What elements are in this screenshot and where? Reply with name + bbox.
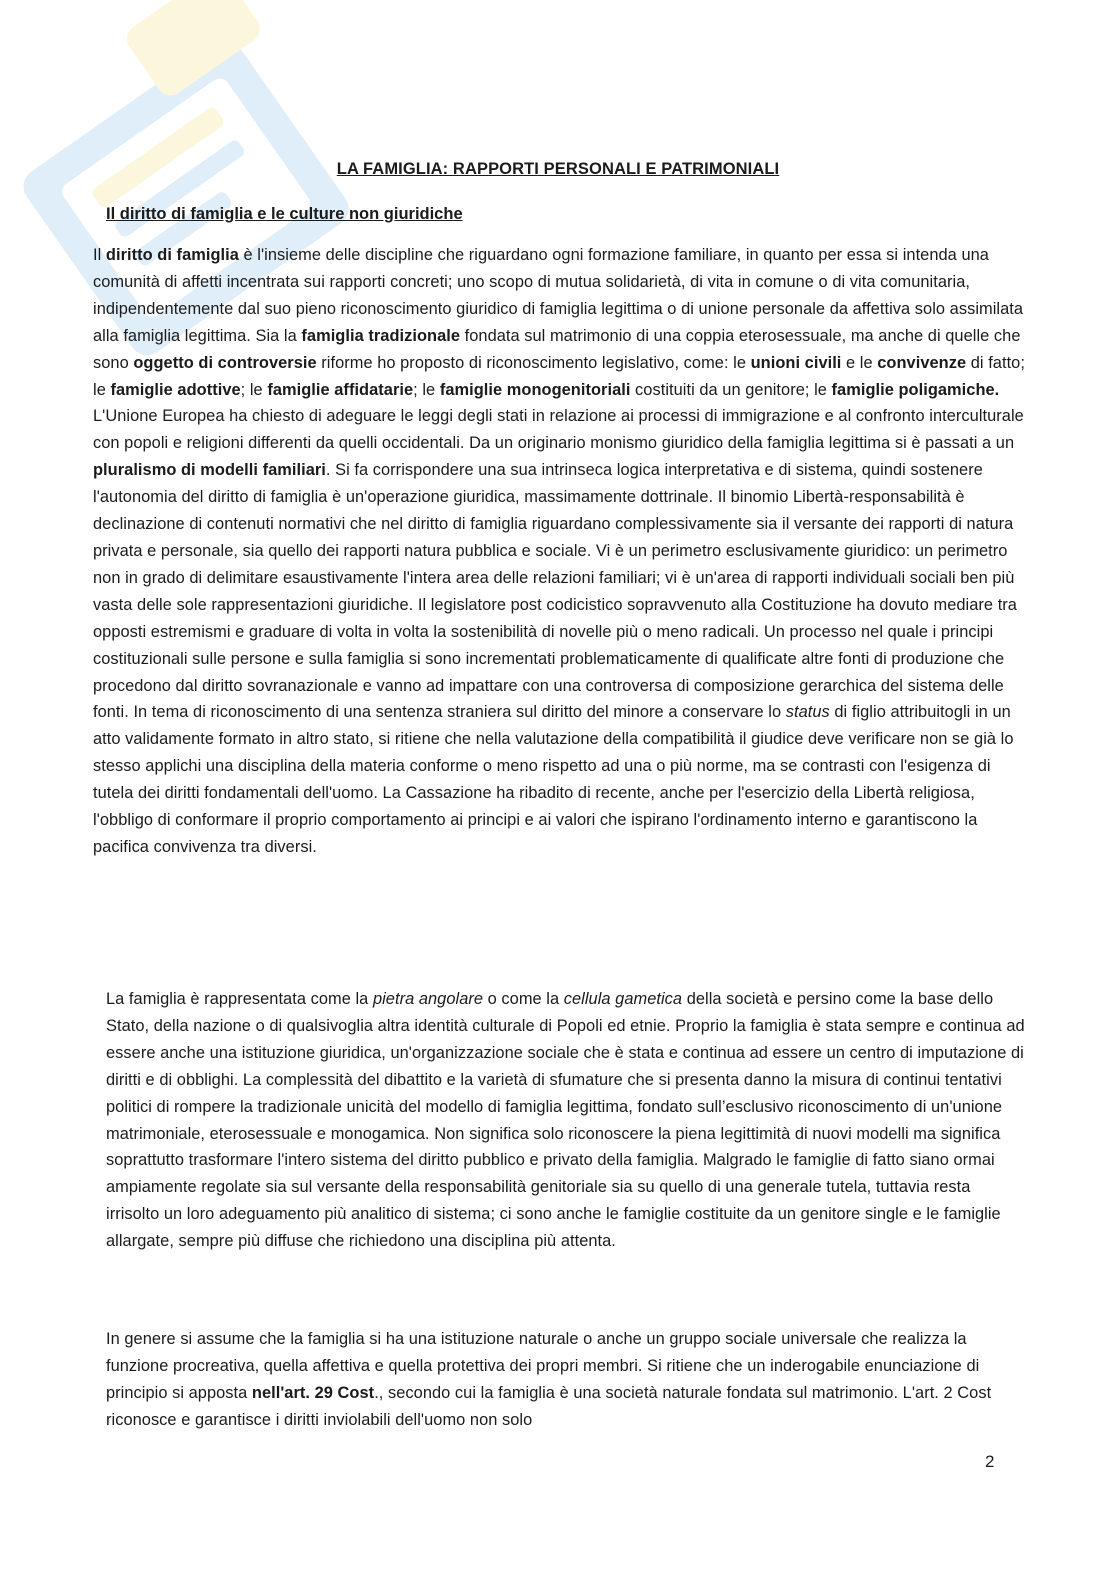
text-run: o come la <box>483 990 564 1008</box>
text-run: ; le <box>413 380 440 399</box>
bold-term: famiglie monogenitoriali <box>439 380 631 399</box>
text-run: Il <box>93 246 106 264</box>
text-run: ; le <box>240 380 268 399</box>
document-title: LA FAMIGLIA: RAPPORTI PERSONALI E PATRIMONIALI <box>336 160 780 178</box>
text-run: fondata sul matrimonio di una coppia eterosessuale, ma anche di quelle che sono <box>93 326 1021 372</box>
page-number: 2 <box>985 1452 995 1471</box>
bold-term: pluralismo di modelli familiari <box>93 461 326 480</box>
text-run: La famiglia è rappresentata come la <box>106 990 373 1008</box>
bold-term: unioni civili <box>750 353 842 372</box>
text-run: riforme ho proposto di riconoscimento legislativo, come: le <box>316 353 751 372</box>
text-run: e le <box>841 353 878 372</box>
text-run: In genere si assume che la famiglia si ha una istituzione naturale o anche un gruppo sociale universale che realizza la funzione procreativa, quella affettiva e quella protettiva dei propri membri. Si ritiene che un inderogabile enunciazione di principio si apposta <box>106 1330 980 1402</box>
body-paragraph <box>106 1326 1026 1434</box>
text-run: della società e persino come la base dello Stato, della nazione o di qualsivoglia altra identità culturale di Popoli ed etnie. Proprio la famiglia è stata sempre e continua ad essere anche una istituzione giuridica, un'organizzazione sociale che è stata e continua ad essere un centro di imputazione di diritti e di obblighi. La complessità del dibattito e la varietà di sfumature che si presenta danno la misura di continui tentativi politici di rompere la tradizionale unicità del modello di famiglia legittima, fondato sull’esclusivo riconoscimento di un'unione matrimoniale, eterosessuale e monogamica. Non significa solo riconoscere la piena legittimità di nuovi modelli ma significa soprattutto trasformare l'intero sistema del diritto pubblico e privato della famiglia. Malgrado le famiglie di fatto siano ormai ampiamente regolate sia sul versante della responsabilità genitoriale sia su quello di una generale tutela, tuttavia resta irrisolto un loro adeguamento più analitico di sistema; ci sono anche le famiglie costituite da un genitore single e le famiglie allargate, sempre più diffuse che richiedono una disciplina più attenta. <box>106 990 1025 1251</box>
bold-term: nell'art. 29 Cost <box>251 1383 375 1402</box>
bold-term: famiglia tradizionale <box>301 326 461 345</box>
text-run: di figlio attribuitogli in un atto validamente formato in altro stato, si ritiene che nella valutazione della compatibilità il giudice deve verificare non se già lo stesso applichi una disciplina della materia conforme o meno rispetto ad una o più norme, ma se contrasti con l'esigenza di tutela dei diritti fondamentali dell'uomo. La Cassazione ha ribadito di recente, anche per l'esercizio della Libertà religiosa, l'obbligo di conformare il proprio comportamento ai principi e ai valori che ispirano l'ordinamento interno e garantiscono la pacifica convivenza tra diversi. <box>93 703 1014 856</box>
bold-term: famiglie adottive <box>110 380 241 399</box>
bold-term: famiglie poligamiche. <box>831 380 1000 399</box>
text-run: di fatto; le <box>93 353 1025 399</box>
text-run: è l'insieme delle discipline che riguardano ogni formazione familiare, in quanto per essa si intenda una comunità di affetti incentrata sui rapporti concreti; uno scopo di mutua solidarietà, di vita in comune o di vita comunitaria, indipendentemente dal suo pieno riconoscimento giuridico di famiglia legittima o di unione personale da affettiva solo assimilata alla famiglia legittima. Sia la <box>93 246 1024 345</box>
text-run: L'Unione Europea ha chiesto di adeguare le leggi degli stati in relazione ai processi di immigrazione e al confronto interculturale con popoli e religioni differenti da quelli occidentali. Da un originario monismo giuridico della famiglia legittima si è passati a un <box>93 407 1024 453</box>
text-run: costituiti da un genitore; le <box>630 380 832 399</box>
body-paragraph <box>106 986 1026 1255</box>
italic-term: status <box>785 703 830 722</box>
bold-term: convivenze <box>877 353 967 372</box>
body-paragraph <box>93 242 1028 861</box>
section-heading: Il diritto di famiglia e le culture non giuridiche <box>106 205 463 223</box>
italic-term: pietra angolare <box>372 990 484 1008</box>
bold-term: famiglie affidatarie <box>267 380 414 399</box>
text-run: ., secondo cui la famiglia è una società naturale fondata sul matrimonio. L'art. 2 Cost riconosce e garantisce i diritti inviolabili dell'uomo non solo <box>106 1383 992 1429</box>
bold-term: diritto di famiglia <box>105 246 239 264</box>
bold-term: oggetto di controversie <box>133 353 317 372</box>
text-run: . Si fa corrispondere una sua intrinseca logica interpretativa e di sistema, quindi sostenere l'autonomia del diritto di famiglia è un'operazione giuridica, massimamente dottrinale. Il binomio Libertà-responsabilità è declinazione di contenuti normativi che nel diritto di famiglia riguardano complessivamente sia il versante dei rapporti di natura privata e personale, sia quello dei rapporti natura pubblica e sociale. Vi è un perimetro esclusivamente giuridico: un perimetro non in grado di delimitare esaustivamente l'intera area delle relazioni familiari; vi è un'area di rapporti individuali sociali ben più vasta delle sole rappresentazioni giuridiche. Il legislatore post codicistico sopravvenuto alla Costituzione ha dovuto mediare tra opposti estremismi e graduare di volta in volta la sostenibilità di novelle più o meno radicali. Un processo nel quale i principi costituzionali sulle persone e sulla famiglia si sono incrementati problematicamente di qualificate altre fonti di produzione che procedono dal diritto sovranazionale e vanno ad impattare con una controversa di composizione gerarchica del sistema delle fonti. In tema di riconoscimento di una sentenza straniera sul diritto del minore a conservare lo <box>93 461 1017 722</box>
italic-term: cellula gametica <box>563 990 683 1008</box>
